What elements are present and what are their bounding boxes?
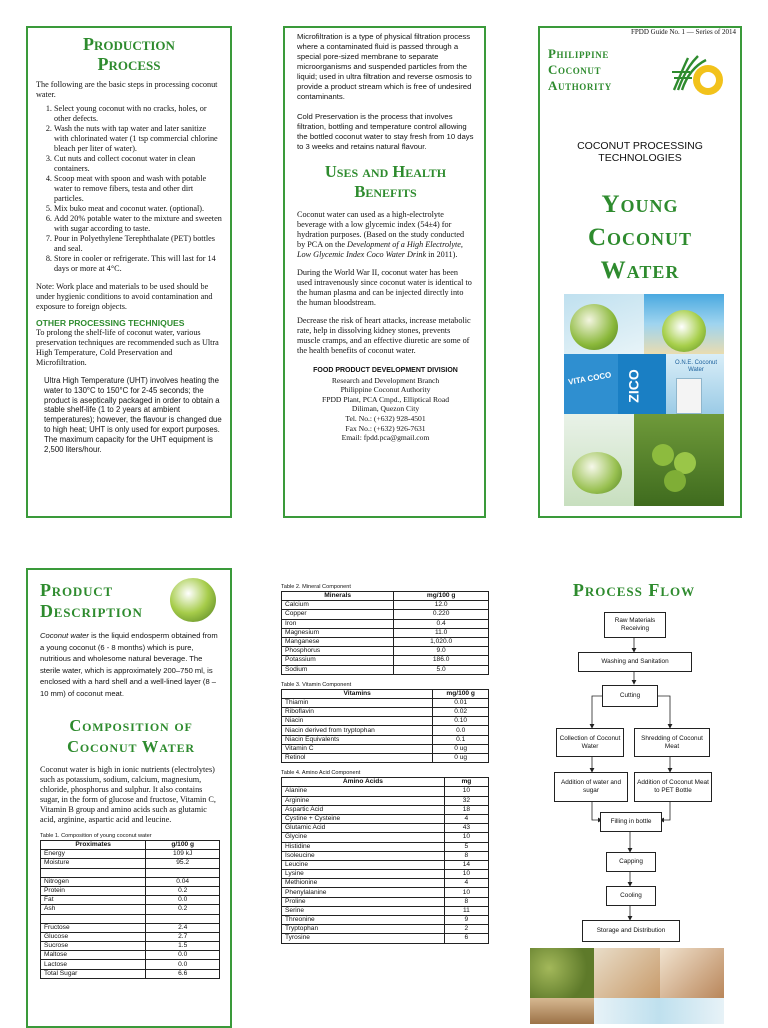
table-cell-value: 0.2 (146, 886, 220, 895)
table-cell-label: Phosphorus (282, 647, 394, 656)
flow-storage: Storage and Distribution (582, 920, 680, 942)
production-step: 3. Cut nuts and collect coconut water in clean containers. (54, 154, 222, 174)
table-cell-label: Total Sugar (41, 969, 146, 978)
table-row (41, 960, 220, 969)
table-cell-label: Potassium (282, 656, 394, 665)
table-row (282, 647, 489, 656)
table-cell-value: 0.2 (146, 905, 220, 914)
table-row (282, 860, 489, 869)
table-cell-value: 5.0 (394, 665, 489, 674)
flow-washing: Washing and Sanitation (578, 652, 692, 672)
table-row (41, 932, 220, 941)
table-row (282, 796, 489, 805)
table-cell-value: 0.0 (146, 896, 220, 905)
table-row (41, 905, 220, 914)
cover-panel (538, 26, 742, 518)
table-cell-label: Sucrose (41, 942, 146, 951)
table-cell-value: 0.0 (146, 960, 220, 969)
uses-panel (283, 26, 486, 518)
contact-block (297, 366, 474, 443)
table-row (282, 879, 489, 888)
table-row (41, 859, 220, 868)
table-cell-value: 14 (444, 860, 488, 869)
coconut-bunch-photo (634, 414, 724, 506)
table-row (282, 708, 489, 717)
production-steps (36, 104, 222, 274)
table-row (282, 717, 489, 726)
uses-paragraph-3: Decrease the risk of heart attacks, increase metabolic rate, help in dissolving kidney stones, prevents muscle cramps, and an effective diuretic are some of the health benefits of coconut water. (297, 316, 471, 355)
table-cell-label (41, 868, 146, 877)
table-cell-label: Niacin Equivalents (282, 735, 433, 744)
coconut-photo (564, 294, 644, 354)
table-cell-value: 0.0 (146, 951, 220, 960)
flow-raw-materials: Raw Materials Receiving (604, 612, 666, 638)
table-cell-label: Copper (282, 610, 394, 619)
table-cell-label: Glutamic Acid (282, 824, 445, 833)
process-flow-panel (520, 572, 768, 1024)
table-cell-value: 8 (444, 897, 488, 906)
table-cell-label: Calcium (282, 601, 394, 610)
production-step: 1. Select young coconut with no cracks, holes, or other defects. (54, 104, 222, 124)
table-row (41, 969, 220, 978)
table-row (282, 698, 489, 707)
table-cell-value: 2 (444, 925, 488, 934)
table-cell-value: 0.0 (433, 726, 489, 735)
table-cell-label: Arginine (282, 796, 445, 805)
mineral-table: Minerals mg/100 g Calcium 12.0 Copper 0.220 Iron 0.4 Magnesium 11.0 Manganese 1,020.0 Phosphorus 9.0 Potassium 186.0 Sodium 5.0 (281, 591, 489, 675)
table-cell-label: Sodium (282, 665, 394, 674)
table-cell-value: 9 (444, 916, 488, 925)
amino-acid-table: Amino Acids mg Alanine 10 Arginine 32 Aspartic Acid 18 Cystine + Cysteine 4 Glutamic Acid 43 Glycine 10 Histidine 5 Isoleucine 8 Leucine 14 Lysine 10 Methionine 4 Phenylalanine 10 Proline 8 Serine 11 Threonine 9 Tryptophan 2 Tyrosine 6 (281, 777, 489, 943)
table-cell-value: 2.7 (146, 932, 220, 941)
table-cell-value: 0.1 (433, 735, 489, 744)
contact-fax: Fax No.: (+632) 926-7631 (345, 423, 426, 433)
table-cell-value: 0 ug (433, 754, 489, 763)
table-cell-value: 0.01 (433, 698, 489, 707)
table-cell-value (146, 868, 220, 877)
table-cell-value: 10 (444, 787, 488, 796)
table-cell-label: Riboflavin (282, 708, 433, 717)
table-cell-value: 2.4 (146, 923, 220, 932)
table-cell-value: 4 (444, 879, 488, 888)
table-row (282, 897, 489, 906)
table-row (41, 923, 220, 932)
table-cell-label: Phenylalanine (282, 888, 445, 897)
table-cell-label: Alanine (282, 787, 445, 796)
uses-paragraph-1: Coconut water can used as a high-electrolyte beverage with a low glycemic index (54±4) for hydration purposes. (Based on the study conducted by PCA on the Development of a High Electrolyte, Low Glycemic Index Coco Water Drink in 2011). (297, 210, 465, 259)
table-cell-label: Cystine + Cysteine (282, 814, 445, 823)
table-cell-value: 6 (444, 934, 488, 943)
table-cell-label: Magnesium (282, 628, 394, 637)
composition-table: Proximates g/100 g Energy 109 kJ Moisture 95.2 Nitrogen 0.04 Protein 0.2 Fat 0.0 Ash 0.2 Fructose 2.4 Glucose 2.7 Sucrose 1.5 Maltose 0.0 Lactose 0.0 Total Sugar 6.6 (40, 840, 220, 979)
table3-caption: Table 3. Vitamin Component (281, 681, 352, 688)
table-row (41, 877, 220, 886)
table-row (282, 925, 489, 934)
table4-caption: Table 4. Amino Acid Component (281, 770, 361, 777)
table-cell-value: 11 (444, 906, 488, 915)
table-cell-label: Energy (41, 850, 146, 859)
microfiltration-text: Microfiltration is a type of physical filtration process where a contaminated fluid is passed through a special pore-sized membrane to separate microorganisms and suspended particles from the liquid; used in ultra filtration and reverse osmosis to provide a product stream which is free of undesired contaminants. (297, 32, 472, 101)
organization-name: Philippine Coconut Authority (548, 46, 612, 93)
table-row (41, 868, 220, 877)
contact-plant: FPDD Plant, PCA Cmpd., Elliptical Road (322, 394, 449, 404)
cover-photo-collage (564, 294, 724, 506)
table-cell-value: 10 (444, 888, 488, 897)
table-cell-label: Fructose (41, 923, 146, 932)
table-cell-label: Retinol (282, 754, 433, 763)
table-cell-label: Histidine (282, 842, 445, 851)
table-cell-label: Protein (41, 886, 146, 895)
cover-subtitle: COCONUT PROCESSING TECHNOLOGIES (577, 140, 703, 164)
table-row (282, 637, 489, 646)
table-cell-label: Proline (282, 897, 445, 906)
coconut-pile-photo (530, 948, 594, 998)
production-step: 4. Scoop meat with spoon and wash with potable water to remove fibers, testa and other dirt particles. (54, 174, 222, 204)
table-cell-label: Maltose (41, 951, 146, 960)
production-note: Note: Work place and materials to be used should be under hygienic conditions to avoid contamination and exposure to foreign objects. (36, 282, 213, 311)
table-cell-value: 32 (444, 796, 488, 805)
table-cell-label: Tryptophan (282, 925, 445, 934)
contact-division: FOOD PRODUCT DEVELOPMENT DIVISION (313, 367, 458, 374)
flow-add-water: Addition of water and sugar (554, 772, 628, 802)
table-cell-value: 10 (444, 833, 488, 842)
other-techniques-heading: OTHER PROCESSING TECHNIQUES (36, 318, 185, 328)
other-techniques-text: To prolong the shelf-life of coconut water, various preservation techniques are recommended such as Ultra High Temperature, Cold Preservation and Microfiltration. (36, 328, 219, 367)
table-cell-label: Threonine (282, 916, 445, 925)
table-cell-value: 18 (444, 805, 488, 814)
contact-email[interactable]: Email: fpdd.pca@gmail.com (341, 433, 430, 443)
table-cell-value: 0.04 (146, 877, 220, 886)
production-intro: The following are the basic steps in processing coconut water. (36, 80, 218, 99)
table-row (282, 870, 489, 879)
production-step: 7. Pour in Polyethylene Terephthalate (PET) bottles and seal. (54, 234, 222, 254)
table-row (41, 850, 220, 859)
coconut-shell-photo (530, 998, 594, 1024)
table-cell-label: Methionine (282, 879, 445, 888)
flow-filling: Filling in bottle (600, 812, 662, 832)
table-cell-value: 0 ug (433, 744, 489, 753)
table-cell-label: Glucose (41, 932, 146, 941)
one-coconut-water-photo: O.N.E. Coconut Water (666, 354, 724, 414)
flow-add-meat: Addition of Coconut Meat to PET Bottle (634, 772, 712, 802)
table-cell-value: 1,020.0 (394, 637, 489, 646)
production-panel (26, 26, 232, 518)
table-cell-value: 43 (444, 824, 488, 833)
contact-branch: Research and Development Branch (331, 375, 440, 385)
table-cell-label: Lactose (41, 960, 146, 969)
table-cell-value: 11.0 (394, 628, 489, 637)
table-cell-value: 0.220 (394, 610, 489, 619)
flow-cutting: Cutting (602, 685, 658, 707)
table-cell-label: Moisture (41, 859, 146, 868)
table-row (41, 886, 220, 895)
table-cell-label: Glycine (282, 833, 445, 842)
tables-panel (281, 582, 489, 1024)
production-step: 2. Wash the nuts with tap water and later sanitize with chlorinated water (1 tsp commercial chlorine bleach per liter of water). (54, 124, 222, 154)
table2-caption: Table 2. Mineral Component (281, 584, 351, 590)
uses-title: Uses and Health Benefits (324, 162, 447, 201)
coconut-cut-photo (594, 948, 660, 998)
process-flow-title: Process Flow (572, 580, 696, 600)
table-row (282, 754, 489, 763)
table-row (282, 665, 489, 674)
contact-authority: Philippine Coconut Authority (340, 385, 431, 395)
coconut-hand-photo (660, 948, 724, 998)
table-row (41, 951, 220, 960)
bottles-photo (594, 998, 724, 1024)
contact-city: Diliman, Quezon City (351, 404, 420, 414)
table-cell-value: 95.2 (146, 859, 220, 868)
table-cell-label: Iron (282, 619, 394, 628)
zico-photo: ZICO (618, 354, 666, 414)
table-row (41, 914, 220, 923)
flow-cooling: Cooling (606, 886, 656, 906)
vitamin-table: Vitamins mg/100 g Thiamin 0.01 Riboflavin 0.02 Niacin 0.10 Niacin derived from tryptophan 0.0 Niacin Equivalents 0.1 Vitamin C 0 ug Retinol 0 ug (281, 689, 489, 764)
table-row (282, 888, 489, 897)
table-cell-label: Leucine (282, 860, 445, 869)
table-cell-value: 9.0 (394, 647, 489, 656)
table-cell-value: 4 (444, 814, 488, 823)
beach-coconut-photo (644, 294, 724, 354)
table-row (282, 619, 489, 628)
vita-coco-photo: VITA COCO (564, 354, 618, 414)
table-cell-label: Vitamin C (282, 744, 433, 753)
product-panel (26, 568, 232, 1028)
table-row (282, 656, 489, 665)
table-cell-value: 1.5 (146, 942, 220, 951)
table-cell-value: 8 (444, 851, 488, 860)
table-cell-label: Fat (41, 896, 146, 905)
production-step: 6. Add 20% potable water to the mixture and sweeten with sugar according to taste. (54, 214, 222, 234)
table-cell-value (146, 914, 220, 923)
table-row (41, 942, 220, 951)
table-row (41, 896, 220, 905)
table-cell-label: Aspartic Acid (282, 805, 445, 814)
table-cell-value: 12.0 (394, 601, 489, 610)
flow-photo-strip (530, 948, 724, 1024)
table-cell-value: 0.10 (433, 717, 489, 726)
table-row (282, 726, 489, 735)
table-row (282, 744, 489, 753)
table-row (282, 805, 489, 814)
table-cell-value: 0.4 (394, 619, 489, 628)
flow-shredding: Shredding of Coconut Meat (634, 728, 710, 757)
production-step: 8. Store in cooler or refrigerate. This will last for 14 days or more at 4°C. (54, 254, 222, 274)
cold-preservation-text: Cold Preservation is the process that involves filtration, bottling and temperature control allowing the bottled coconut water to stay fresh from 10 days to 3 weeks and retains natural flavour. (297, 112, 474, 151)
uht-text: Ultra High Temperature (UHT) involves heating the water to 130°C to 150°C for 2-45 seconds; the product is aseptically packaged in order to obtain a stable shelf-life (1 to 2 years at ambient temperatures); however, the flavour is changed due to high heat; UHT is only used for export purposes. The maximum capacity for the UHT equipment is 2,500 liters/hour. (44, 376, 222, 454)
glass-coconut-photo (564, 414, 634, 506)
table-row (282, 833, 489, 842)
table-row (282, 824, 489, 833)
table-cell-label (41, 914, 146, 923)
composition-title: Composition of Coconut Water (67, 716, 195, 756)
table-cell-label: Ash (41, 905, 146, 914)
contact-tel: Tel. No.: (+632) 928-4501 (345, 413, 426, 423)
cover-title: Young Coconut Water (587, 191, 693, 284)
composition-text: Coconut water is high in ionic nutrients (electrolytes) such as potassium, sodium, calcium, magnesium, chloride, phosphorus and sulphur. It also contains sugar, in the form of glucose and fructose, Vitamin C, Vitamin B group and amino acids such as glutamic acid, arginine, aspartic acid and leucine. (40, 765, 216, 824)
table-row (282, 916, 489, 925)
table-row (282, 814, 489, 823)
table-cell-label: Serine (282, 906, 445, 915)
table-row (282, 735, 489, 744)
production-title: Production Process (83, 34, 175, 74)
table-cell-label: Tyrosine (282, 934, 445, 943)
table-row (282, 628, 489, 637)
table-cell-value: 6.6 (146, 969, 220, 978)
table-row (282, 601, 489, 610)
table-cell-label: Manganese (282, 637, 394, 646)
product-title: Product Description (40, 580, 143, 621)
table-cell-label: Nitrogen (41, 877, 146, 886)
table-row (282, 842, 489, 851)
table-row (282, 610, 489, 619)
table-cell-value: 109 kJ (146, 850, 220, 859)
table-cell-label: Niacin (282, 717, 433, 726)
table-cell-value: 5 (444, 842, 488, 851)
pca-logo-icon (668, 50, 732, 98)
table-cell-label: Thiamin (282, 698, 433, 707)
product-coconut-photo (170, 578, 216, 622)
table-row (282, 851, 489, 860)
table-cell-label: Isoleucine (282, 851, 445, 860)
table-row (282, 934, 489, 943)
table-cell-label: Lysine (282, 870, 445, 879)
table-row (282, 906, 489, 915)
flow-capping: Capping (606, 852, 656, 872)
product-description: Coconut water is the liquid endosperm obtained from a young coconut (6 - 8 months) which is pure, nutritious and wholesome natural beverage. The sterile water, which is approximately 200–750 ml, is enclosed with a hard shell and a well-lined layer (8 – 10 mm) of coconut meat. (40, 631, 218, 698)
production-step: 5. Mix buko meat and coconut water. (optional). (54, 204, 222, 214)
table-cell-value: 10 (444, 870, 488, 879)
table-cell-value: 186.0 (394, 656, 489, 665)
guide-number: FPDD Guide No. 1 — Series of 2014 (631, 28, 736, 36)
table-cell-value: 0.02 (433, 708, 489, 717)
table1-caption: Table 1. Composition of young coconut water (40, 833, 152, 839)
table-cell-label: Niacin derived from tryptophan (282, 726, 433, 735)
flow-collection: Collection of Coconut Water (556, 728, 624, 757)
table-row (282, 787, 489, 796)
uses-paragraph-2: During the World War II, coconut water has been used intravenously since coconut water is identical to the human plasma and can be injected directly into the human bloodstream. (297, 268, 472, 307)
